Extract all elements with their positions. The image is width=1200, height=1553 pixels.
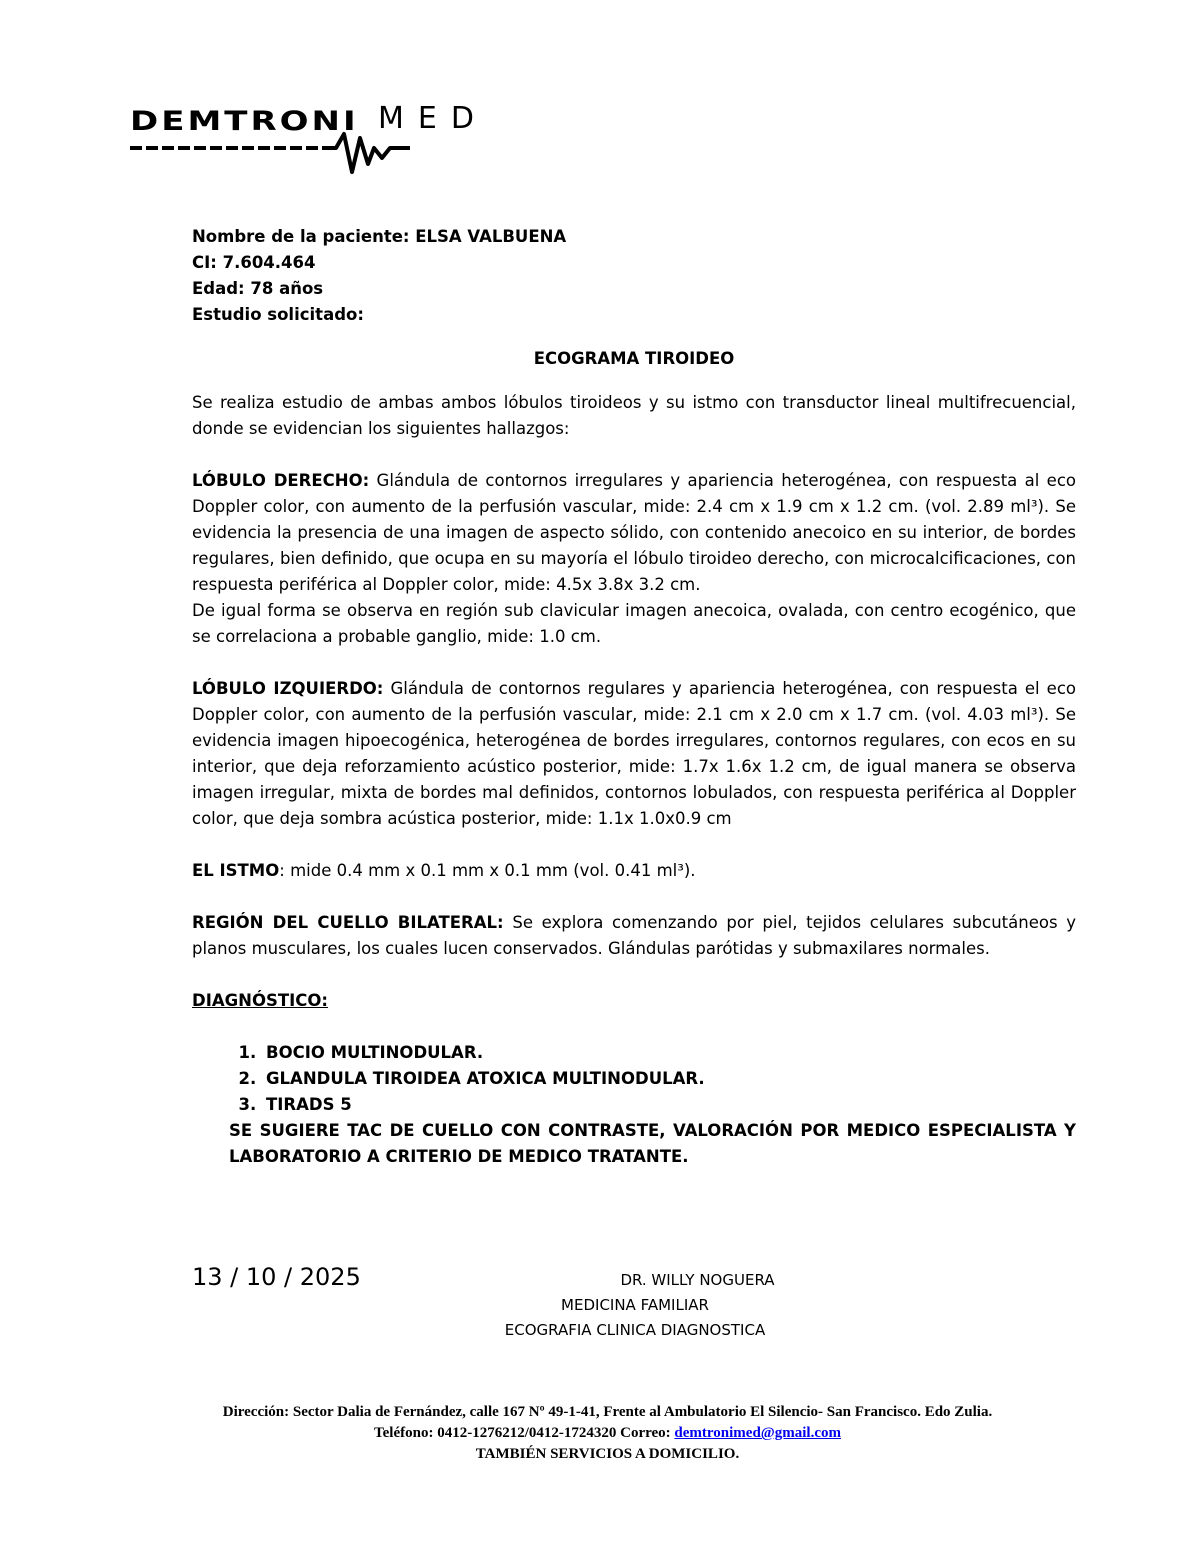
email-link[interactable]: demtronimed@gmail.com bbox=[674, 1425, 841, 1441]
patient-name: Nombre de la paciente: ELSA VALBUENA bbox=[192, 227, 567, 246]
footer-services: TAMBIÉN SERVICIOS A DOMICILIO. bbox=[475, 1446, 740, 1462]
footer bbox=[0, 1402, 1200, 1465]
diagnosis-title: DIAGNÓSTICO: bbox=[192, 991, 328, 1010]
right-lobe-section bbox=[192, 468, 1076, 650]
neck-text: Se explora comenzando por piel, tejidos celulares subcutáneos y planos musculares, los cuales lucen conservados. Glándulas parótidas y submaxilares normales. bbox=[192, 913, 1076, 958]
intro-paragraph: Se realiza estudio de ambas ambos lóbulos tiroideos y su istmo con transductor lineal multifrecuencial, donde se evidencian los siguientes hallazgos: bbox=[192, 393, 1076, 438]
doctor-area: ECOGRAFIA CLINICA DIAGNOSTICA bbox=[504, 1321, 766, 1339]
isthmus-section bbox=[192, 858, 1076, 884]
diagnosis-item: 3. TIRADS 5 bbox=[262, 1092, 1076, 1118]
report-date: 13 / 10 / 2025 bbox=[192, 1263, 361, 1291]
diagnosis-item: 2. GLANDULA TIROIDEA ATOXICA MULTINODULAR. bbox=[262, 1066, 1076, 1092]
signature-block bbox=[390, 1268, 880, 1343]
footer-address: Dirección: Sector Dalia de Fernández, calle 167 Nº 49-1-41, Frente al Ambulatorio El Silencio- San Francisco. Edo Zulia. bbox=[222, 1404, 993, 1420]
doctor-specialty: MEDICINA FAMILIAR bbox=[561, 1296, 709, 1314]
left-lobe-label: LÓBULO IZQUIERDO: bbox=[192, 679, 384, 698]
footer-phone: Teléfono: 0412-1276212/0412-1724320 Correo: bbox=[374, 1425, 675, 1441]
footer-contact bbox=[0, 1423, 1200, 1444]
requested-study: Estudio solicitado: bbox=[192, 305, 364, 324]
left-lobe-text: Glándula de contornos regulares y apariencia heterogénea, con respuesta el eco Doppler color, con aumento de la perfusión vascular, mide: 2.1 cm x 2.0 cm x 1.7 cm. (vol. 4.03 ml³). Se evidencia imagen hipoecogénica, heterogénea de bordes irregulares, contornos regulares, con ecos en su interior, que deja reforzamiento acústico posterior, mide: 1.7x 1.6x 1.2 cm, de igual manera se observa imagen irregular, mixta de bordes mal definidos, contornos lobulados, con respuesta periférica al Doppler color, que deja sombra acústica posterior, mide: 1.1x 1.0x0.9 cm bbox=[192, 679, 1077, 828]
doctor-name: DR. WILLY NOGUERA bbox=[620, 1271, 775, 1289]
patient-age: Edad: 78 años bbox=[192, 279, 324, 298]
neck-section bbox=[192, 910, 1076, 962]
left-lobe-section bbox=[192, 676, 1076, 832]
logo-suffix-text: MED bbox=[378, 101, 488, 136]
diagnosis-list bbox=[192, 1040, 1076, 1118]
logo-heartbeat-icon bbox=[130, 128, 430, 178]
logo-brand-text: DEMTRONI bbox=[130, 105, 359, 137]
report-body bbox=[192, 224, 1076, 1170]
neck-label: REGIÓN DEL CUELLO BILATERAL: bbox=[192, 913, 504, 932]
isthmus-text: : mide 0.4 mm x 0.1 mm x 0.1 mm (vol. 0.41 ml³). bbox=[279, 861, 696, 880]
diagnosis-item: 1. BOCIO MULTINODULAR. bbox=[262, 1040, 1076, 1066]
right-lobe-text: Glándula de contornos irregulares y apariencia heterogénea, con respuesta al eco Doppler color, con aumento de la perfusión vascular, mide: 2.4 cm x 1.9 cm x 1.2 cm. (vol. 2.89 ml³). Se evidencia la presencia de una imagen de aspecto sólido, con contenido anecoico en su interior, de bordes regulares, bien definido, que ocupa en su mayoría el lóbulo tiroideo derecho, con microcalcificaciones, con respuesta periférica al Doppler color, mide: 4.5x 3.8x 3.2 cm. bbox=[192, 471, 1076, 594]
company-logo bbox=[130, 100, 488, 180]
patient-ci: CI: 7.604.464 bbox=[192, 253, 316, 272]
diagnosis-suggestion: SE SUGIERE TAC DE CUELLO CON CONTRASTE, VALORACIÓN POR MEDICO ESPECIALISTA Y LABORATORIO A CRITERIO DE MEDICO TRATANTE. bbox=[229, 1121, 1076, 1166]
report-title: ECOGRAMA TIROIDEO bbox=[533, 349, 735, 368]
isthmus-label: EL ISTMO bbox=[192, 861, 280, 880]
patient-header bbox=[192, 224, 1076, 328]
right-lobe-text-2: De igual forma se observa en región sub clavicular imagen anecoica, ovalada, con centro ecogénico, que se correlaciona a probable ganglio, mide: 1.0 cm. bbox=[192, 601, 1076, 646]
right-lobe-label: LÓBULO DERECHO: bbox=[192, 471, 370, 490]
